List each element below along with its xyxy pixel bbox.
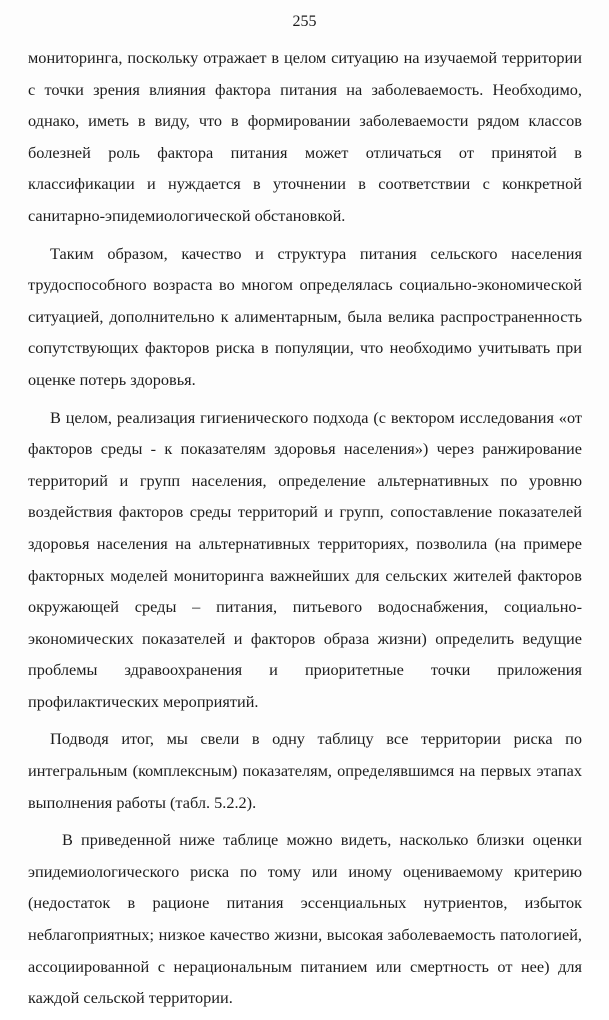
paragraph-summary-table: Подводя итог, мы свели в одну таблицу все территории риска по интегральным (комплексным) показателям, определявшимся на первых этапах выполнения работы (табл. 5.2.2). [28,729,582,812]
page-number: 255 [292,13,317,30]
paragraph-continuation: мониторинга, поскольку отражает в целом ситуацию на изучаемой территории с точки зрения влияния фактора питания на заболеваемость. Необходимо, однако, иметь в виду, что в формировании заболеваемости рядом классов болезней роль фактора питания может отличаться от принятой в классификации и нуждается в уточнении в соответствии с конкретной санитарно-эпидемиологической обстановкой. [28,48,582,225]
text-body [28,42,582,1020]
paragraph-hygienic-approach: В целом, реализация гигиенического подхода (с вектором исследования «от факторов среды - к показателям здоровья населения») через ранжирование территорий и групп населения, определение альтернативных по уровню воздействия факторов среды территорий и групп, сопоставление показателей здоровья населения на альтернативных территориях, позволила (на примере факторных моделей мониторинга важнейших для сельских жителей факторов окружающей среды – питания, питьевого водоснабжения, социально-экономических показателей и факторов образа жизни) определить ведущие проблемы здравоохранения и приоритетные точки приложения профилактических мероприятий. [28,407,582,711]
paragraph-nutrition-structure: Таким образом, качество и структура питания сельского населения трудоспособного возраста во многом определялась социально-экономической ситуацией, дополнительно к алиментарным, была велика распространенность сопутствующих факторов риска в популяции, что необходимо учитывать при оценке потерь здоровья. [28,243,582,389]
paragraph-risk-assessment: В приведенной ниже таблице можно видеть, насколько близки оценки эпидемиологического риска по тому или иному оцениваемому критерию (недостаток в рационе питания эссенциальных нутриентов, избыток неблагоприятных; низкое качество жизни, высокая заболеваемость патологией, ассоциированной с нерациональным питанием или смертность от нее) для каждой сельской территории. [28,830,582,1008]
